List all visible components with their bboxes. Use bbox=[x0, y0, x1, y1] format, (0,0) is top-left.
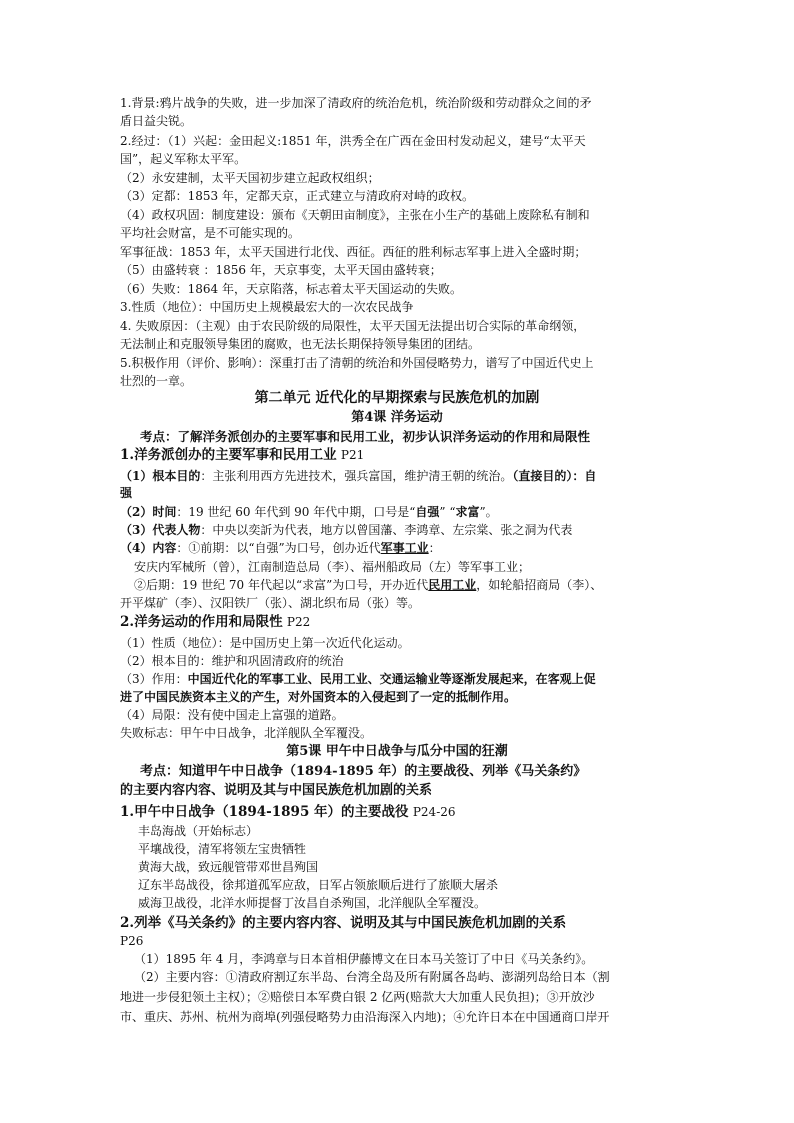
text-line bbox=[120, 539, 441, 557]
battle-item: 丰岛海战（开始标志） bbox=[138, 824, 259, 838]
text-line bbox=[120, 467, 596, 485]
page-ref: P26 bbox=[120, 934, 144, 948]
lesson-4-title: 第4课 洋务运动 bbox=[351, 410, 443, 425]
item-text: 中国近代化的军事工业、民用工业、交通运输业等逐渐发展起来，在客观上促 bbox=[187, 672, 596, 686]
keyword: 军事工业 bbox=[380, 541, 429, 555]
text-line: （1）性质（地位）：是中国历史上第一次近代化运动。 bbox=[120, 636, 410, 650]
item-text: ”。 bbox=[479, 505, 498, 519]
lesson-5-kaodian: 的主要内容内容、说明及其与中国民族危机加剧的关系 bbox=[120, 783, 433, 798]
item-text: （3）作用： bbox=[120, 672, 188, 686]
page-ref: P21 bbox=[340, 448, 365, 462]
battle-item: 黄海大战，致远舰管带邓世昌殉国 bbox=[138, 860, 319, 874]
battle-item: 辽东半岛战役，徐邦道孤军应敌，日军占领旅顺后进行了旅顺大屠杀 bbox=[138, 878, 499, 892]
text-line: （4）政权巩固：制度建设：颁布《天朝田亩制度》，主张在小生产的基础上废除私有制和 bbox=[120, 208, 590, 222]
text-line: 1.背景:鸦片战争的失败，进一步加深了清政府的统治危机，统治阶级和劳动群众之间的矛 bbox=[120, 96, 592, 110]
text-line: （4）局限：没有使中国走上富强的道路。 bbox=[120, 708, 344, 722]
text-line: 市、重庆、苏州、杭州为商埠(列强侵略势力由沿海深入内地)；④允许日本在中国通商口岸开 bbox=[120, 1010, 610, 1024]
section-heading bbox=[120, 612, 310, 632]
text-line: 平均社会财富，是不可能实现的。 bbox=[120, 226, 301, 240]
text-line: 安庆内军械所（曾），江南制造总局（李）、福州船政局（左）等军事工业； bbox=[134, 560, 531, 574]
item-text: ” “ bbox=[439, 505, 456, 519]
section-heading-text: 2.列举《马关条约》的主要内容内容、说明及其与中国民族危机加剧的关系 bbox=[120, 915, 567, 931]
section-heading-text: 1.洋务派创办的主要军事和民用工业 bbox=[120, 447, 337, 463]
text-line: 壮烈的一章。 bbox=[120, 374, 193, 388]
text-line: 无法制止和克服领导集团的腐败，也无法长期保持领导集团的团结。 bbox=[120, 337, 481, 351]
item-text: ：主张利用西方先进技术，强兵富国，维护清王朝的统治。 bbox=[200, 469, 513, 483]
text-line: 4. 失败原因：（主观）由于农民阶级的局限性，太平天国无法提出切合实际的革命纲领， bbox=[120, 319, 586, 333]
text-line: （3）定都：1853 年，定都天京，正式建立与清政府对峙的政权。 bbox=[120, 189, 474, 203]
text-line: 2.经过：（1）兴起：金田起义:1851 年，洪秀全在广西在金田村发动起义，建号“太平天 bbox=[120, 134, 586, 148]
text-line: （2）永安建制，太平天国初步建立起政权组织； bbox=[120, 171, 380, 185]
section-heading-text: 1.甲午中日战争（1894-1895 年）的主要战役 bbox=[120, 804, 409, 820]
slogan: 求富 bbox=[455, 505, 480, 519]
item-label: （3）代表人物 bbox=[120, 523, 201, 537]
item-label: （2）时间 bbox=[120, 505, 177, 519]
lesson-4-kaodian: 考点：了解洋务派创办的主要军事和民用工业，初步认识洋务运动的作用和局限性 bbox=[140, 429, 591, 444]
page-ref: P22 bbox=[286, 615, 311, 629]
page-ref: P24-26 bbox=[412, 805, 456, 819]
text-line bbox=[120, 670, 596, 688]
section-heading bbox=[120, 445, 364, 465]
lesson-5-kaodian: 考点：知道甲午中日战争（1894-1895 年）的主要战役、列举《马关条约》 bbox=[140, 764, 587, 779]
text-line: 强 bbox=[120, 486, 133, 500]
text-line: 地进一步侵犯领土主权）；②赔偿日本军费白银 2 亿两(赔款大大加重人民负担)；③开放沙 bbox=[120, 990, 595, 1004]
text-line bbox=[120, 503, 498, 521]
section-heading-text: 2.洋务运动的作用和局限性 bbox=[120, 614, 283, 630]
battle-item: 平壤战役，清军将领左宝贵牺牲 bbox=[138, 842, 307, 856]
text-line: （2）主要内容：①清政府割辽东半岛、台湾全岛及所有附属各岛屿、澎湖列岛给日本（割 bbox=[134, 970, 610, 984]
item-text: ： bbox=[428, 541, 441, 555]
text-line: 进了中国民族资本主义的产生，对外国资本的入侵起到了一定的抵制作用。 bbox=[120, 690, 517, 704]
text-line: 5.积极作用（评价、影响）：深重打击了清朝的统治和外国侵略势力，谱写了中国近代史上 bbox=[120, 356, 594, 370]
text-line: 失败标志：甲午中日战争，北洋舰队全军覆没。 bbox=[120, 726, 373, 740]
text-line bbox=[134, 576, 602, 594]
text-line: （2）根本目的：维护和巩固清政府的统治 bbox=[120, 654, 344, 668]
item-text: ：19 世纪 60 年代到 90 年代中期，口号是“ bbox=[176, 505, 416, 519]
unit-title: 第二单元 近代化的早期探索与民族危机的加剧 bbox=[254, 390, 540, 406]
item-label: （1）根本目的 bbox=[120, 469, 201, 483]
section-heading bbox=[120, 802, 456, 822]
text-line: 3.性质（地位）：中国历史上规模最宏大的一次农民战争 bbox=[120, 300, 414, 314]
text-line: （1）1895 年 4 月，李鸿章与日本首相伊藤博文在日本马关签订了中日《马关条约》。 bbox=[134, 952, 594, 966]
item-text: ：中央以奕訢为代表，地方以曾国藩、李鸿章、左宗棠、张之洞为代表 bbox=[200, 523, 573, 537]
item-text: （直接目的）：自 bbox=[512, 469, 597, 483]
item-text: ，如轮船招商局（李）、 bbox=[476, 578, 603, 592]
text-line: （5）由盛转衰 ：1856 年，天京事变，太平天国由盛转衰； bbox=[120, 263, 442, 277]
text-line: 盾日益尖锐。 bbox=[120, 114, 193, 128]
text-line: 国”，起义军称太平军。 bbox=[120, 152, 247, 166]
slogan: 自强 bbox=[415, 505, 440, 519]
battle-item: 威海卫战役，北洋水师提督丁汝昌自杀殉国，北洋舰队全军覆没。 bbox=[138, 896, 487, 910]
text-line: 军事征战：1853 年，太平天国进行北伐、西征。西征的胜利标志军事上进入全盛时期； bbox=[120, 245, 587, 259]
text-line: 开平煤矿（李）、汉阳铁厂（张）、湖北织布局（张）等。 bbox=[120, 596, 421, 610]
text-line: （6）失败：1864 年，天京陷落，标志着太平天国运动的失败。 bbox=[120, 282, 462, 296]
item-label: （4）内容 bbox=[120, 541, 177, 555]
lesson-5-title: 第5课 甲午中日战争与瓜分中国的狂潮 bbox=[286, 744, 508, 759]
item-text: ②后期：19 世纪 70 年代起以“求富”为口号，开办近代 bbox=[134, 578, 429, 592]
item-text: ：①前期：以“自强”为口号，创办近代 bbox=[176, 541, 381, 555]
text-line bbox=[120, 521, 572, 539]
keyword: 民用工业 bbox=[428, 578, 477, 592]
